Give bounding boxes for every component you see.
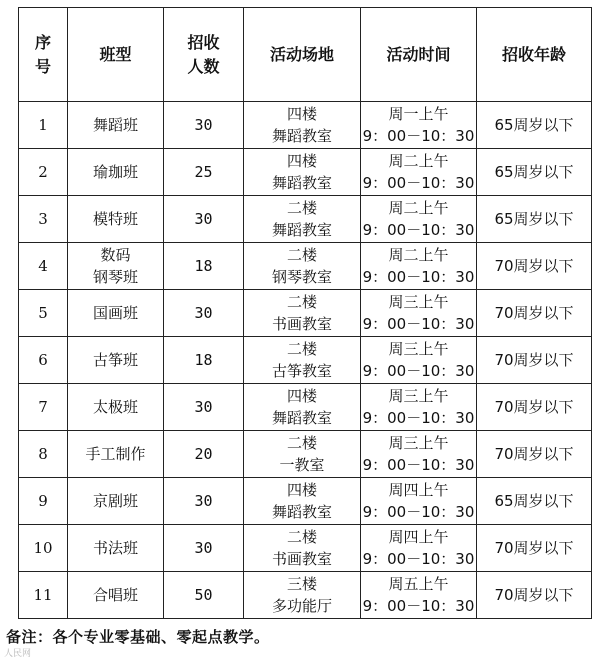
cell-time [361, 290, 477, 337]
cell-no: 1 [19, 102, 68, 149]
cell-time-line: 周三上午 [388, 340, 449, 358]
cell-no: 11 [19, 572, 68, 619]
header-no [19, 8, 68, 102]
cell-time-line: 周二上午 [388, 152, 449, 170]
cell-venue [244, 384, 361, 431]
cell-class [68, 525, 164, 572]
cell-age: 70周岁以下 [477, 384, 592, 431]
cell-time [361, 431, 477, 478]
cell-class [68, 243, 164, 290]
cell-age: 70周岁以下 [477, 290, 592, 337]
cell-class [68, 196, 164, 243]
cell-time-line: 9：00－10：30 [362, 597, 475, 615]
header-age: 招收年龄 [477, 8, 592, 102]
cell-class-line: 数码 [100, 246, 131, 264]
cell-time-line: 周三上午 [388, 293, 449, 311]
cell-no: 4 [19, 243, 68, 290]
cell-venue-line: 舞蹈教室 [271, 503, 332, 521]
cell-time-line: 9：00－10：30 [362, 221, 475, 239]
cell-time [361, 243, 477, 290]
cell-time-line: 周四上午 [388, 481, 449, 499]
cell-age: 70周岁以下 [477, 243, 592, 290]
cell-time-line: 周二上午 [388, 246, 449, 264]
cell-enroll: 18 [164, 243, 244, 290]
header-class: 班型 [68, 8, 164, 102]
table-header-row [19, 8, 592, 102]
cell-time [361, 337, 477, 384]
cell-venue [244, 243, 361, 290]
cell-venue-line: 舞蹈教室 [271, 174, 332, 192]
cell-venue [244, 478, 361, 525]
cell-venue [244, 337, 361, 384]
watermark-logo: 人民网 [4, 649, 32, 659]
header-venue: 活动场地 [244, 8, 361, 102]
header-enroll-line1: 招收 [187, 32, 220, 52]
cell-enroll: 30 [164, 290, 244, 337]
cell-no: 6 [19, 337, 68, 384]
class-schedule-table [18, 7, 592, 619]
cell-venue-line: 四楼 [286, 152, 317, 170]
cell-venue-line: 舞蹈教室 [271, 409, 332, 427]
cell-age: 70周岁以下 [477, 525, 592, 572]
cell-age: 65周岁以下 [477, 149, 592, 196]
cell-time-line: 9：00－10：30 [362, 550, 475, 568]
table-body [19, 102, 592, 619]
cell-venue [244, 525, 361, 572]
cell-time-line: 9：00－10：30 [362, 503, 475, 521]
cell-time-line: 9：00－10：30 [362, 456, 475, 474]
cell-time-line: 周四上午 [388, 528, 449, 546]
cell-venue [244, 102, 361, 149]
cell-no: 9 [19, 478, 68, 525]
header-no-line2: 号 [34, 56, 51, 76]
cell-age: 65周岁以下 [477, 478, 592, 525]
cell-venue [244, 572, 361, 619]
cell-class-line: 太极班 [92, 398, 138, 416]
cell-time [361, 525, 477, 572]
cell-time-line: 9：00－10：30 [362, 127, 475, 145]
cell-time-line: 周一上午 [388, 105, 449, 123]
table-row [19, 431, 592, 478]
cell-venue [244, 196, 361, 243]
cell-time [361, 102, 477, 149]
cell-class-line: 京剧班 [92, 492, 138, 510]
cell-venue-line: 一教室 [279, 456, 325, 474]
cell-venue-line: 二楼 [286, 340, 317, 358]
cell-class-line: 合唱班 [92, 586, 138, 604]
cell-venue [244, 290, 361, 337]
cell-enroll: 30 [164, 102, 244, 149]
cell-venue-line: 二楼 [286, 293, 317, 311]
cell-time-line: 周三上午 [388, 434, 449, 452]
cell-class-line: 钢琴班 [92, 268, 138, 286]
header-enroll-line2: 人数 [187, 56, 220, 76]
table-row [19, 525, 592, 572]
cell-venue-line: 舞蹈教室 [271, 127, 332, 145]
header-time: 活动时间 [361, 8, 477, 102]
header-enroll [164, 8, 244, 102]
cell-venue-line: 多功能厅 [271, 597, 332, 615]
cell-venue-line: 古筝教室 [271, 362, 332, 380]
cell-age: 70周岁以下 [477, 337, 592, 384]
cell-enroll: 30 [164, 384, 244, 431]
cell-enroll: 30 [164, 478, 244, 525]
cell-enroll: 20 [164, 431, 244, 478]
cell-time [361, 572, 477, 619]
cell-time-line: 周三上午 [388, 387, 449, 405]
table-row [19, 478, 592, 525]
cell-class-line: 模特班 [92, 210, 138, 228]
cell-no: 10 [19, 525, 68, 572]
cell-time [361, 149, 477, 196]
cell-venue-line: 书画教室 [271, 550, 332, 568]
cell-class [68, 149, 164, 196]
cell-age: 65周岁以下 [477, 196, 592, 243]
cell-no: 5 [19, 290, 68, 337]
cell-time-line: 9：00－10：30 [362, 315, 475, 333]
cell-venue-line: 四楼 [286, 387, 317, 405]
cell-class-line: 书法班 [92, 539, 138, 557]
cell-enroll: 25 [164, 149, 244, 196]
cell-venue-line: 二楼 [286, 434, 317, 452]
cell-venue-line: 钢琴教室 [271, 268, 332, 286]
cell-enroll: 18 [164, 337, 244, 384]
cell-enroll: 30 [164, 525, 244, 572]
cell-time-line: 9：00－10：30 [362, 362, 475, 380]
cell-no: 2 [19, 149, 68, 196]
footnote: 备注：各个专业零基础、零起点教学。 [6, 628, 270, 646]
cell-time [361, 196, 477, 243]
cell-venue-line: 四楼 [286, 481, 317, 499]
table-row [19, 337, 592, 384]
cell-time-line: 9：00－10：30 [362, 174, 475, 192]
cell-no: 7 [19, 384, 68, 431]
cell-no: 3 [19, 196, 68, 243]
cell-venue-line: 书画教室 [271, 315, 332, 333]
cell-venue-line: 舞蹈教室 [271, 221, 332, 239]
cell-age: 70周岁以下 [477, 431, 592, 478]
cell-class-line: 古筝班 [92, 351, 138, 369]
cell-enroll: 30 [164, 196, 244, 243]
cell-class-line: 瑜珈班 [92, 163, 138, 181]
cell-age: 65周岁以下 [477, 102, 592, 149]
table-row [19, 572, 592, 619]
cell-venue [244, 431, 361, 478]
cell-class [68, 572, 164, 619]
cell-class-line: 手工制作 [85, 445, 146, 463]
table-row [19, 102, 592, 149]
cell-class [68, 478, 164, 525]
cell-time-line: 周五上午 [388, 575, 449, 593]
cell-time-line: 周二上午 [388, 199, 449, 217]
cell-time-line: 9：00－10：30 [362, 409, 475, 427]
cell-class [68, 431, 164, 478]
cell-class [68, 384, 164, 431]
cell-age: 70周岁以下 [477, 572, 592, 619]
table-row [19, 290, 592, 337]
cell-venue-line: 三楼 [286, 575, 317, 593]
cell-class [68, 102, 164, 149]
cell-time-line: 9：00－10：30 [362, 268, 475, 286]
header-no-line1: 序 [34, 32, 51, 52]
cell-enroll: 50 [164, 572, 244, 619]
cell-venue-line: 二楼 [286, 246, 317, 264]
cell-class [68, 337, 164, 384]
table-row [19, 196, 592, 243]
cell-venue-line: 二楼 [286, 199, 317, 217]
cell-venue [244, 149, 361, 196]
table-row [19, 384, 592, 431]
cell-time [361, 478, 477, 525]
cell-class-line: 国画班 [92, 304, 138, 322]
cell-class-line: 舞蹈班 [92, 116, 138, 134]
cell-class [68, 290, 164, 337]
table-row [19, 149, 592, 196]
cell-time [361, 384, 477, 431]
cell-no: 8 [19, 431, 68, 478]
cell-venue-line: 四楼 [286, 105, 317, 123]
table-row [19, 243, 592, 290]
cell-venue-line: 二楼 [286, 528, 317, 546]
